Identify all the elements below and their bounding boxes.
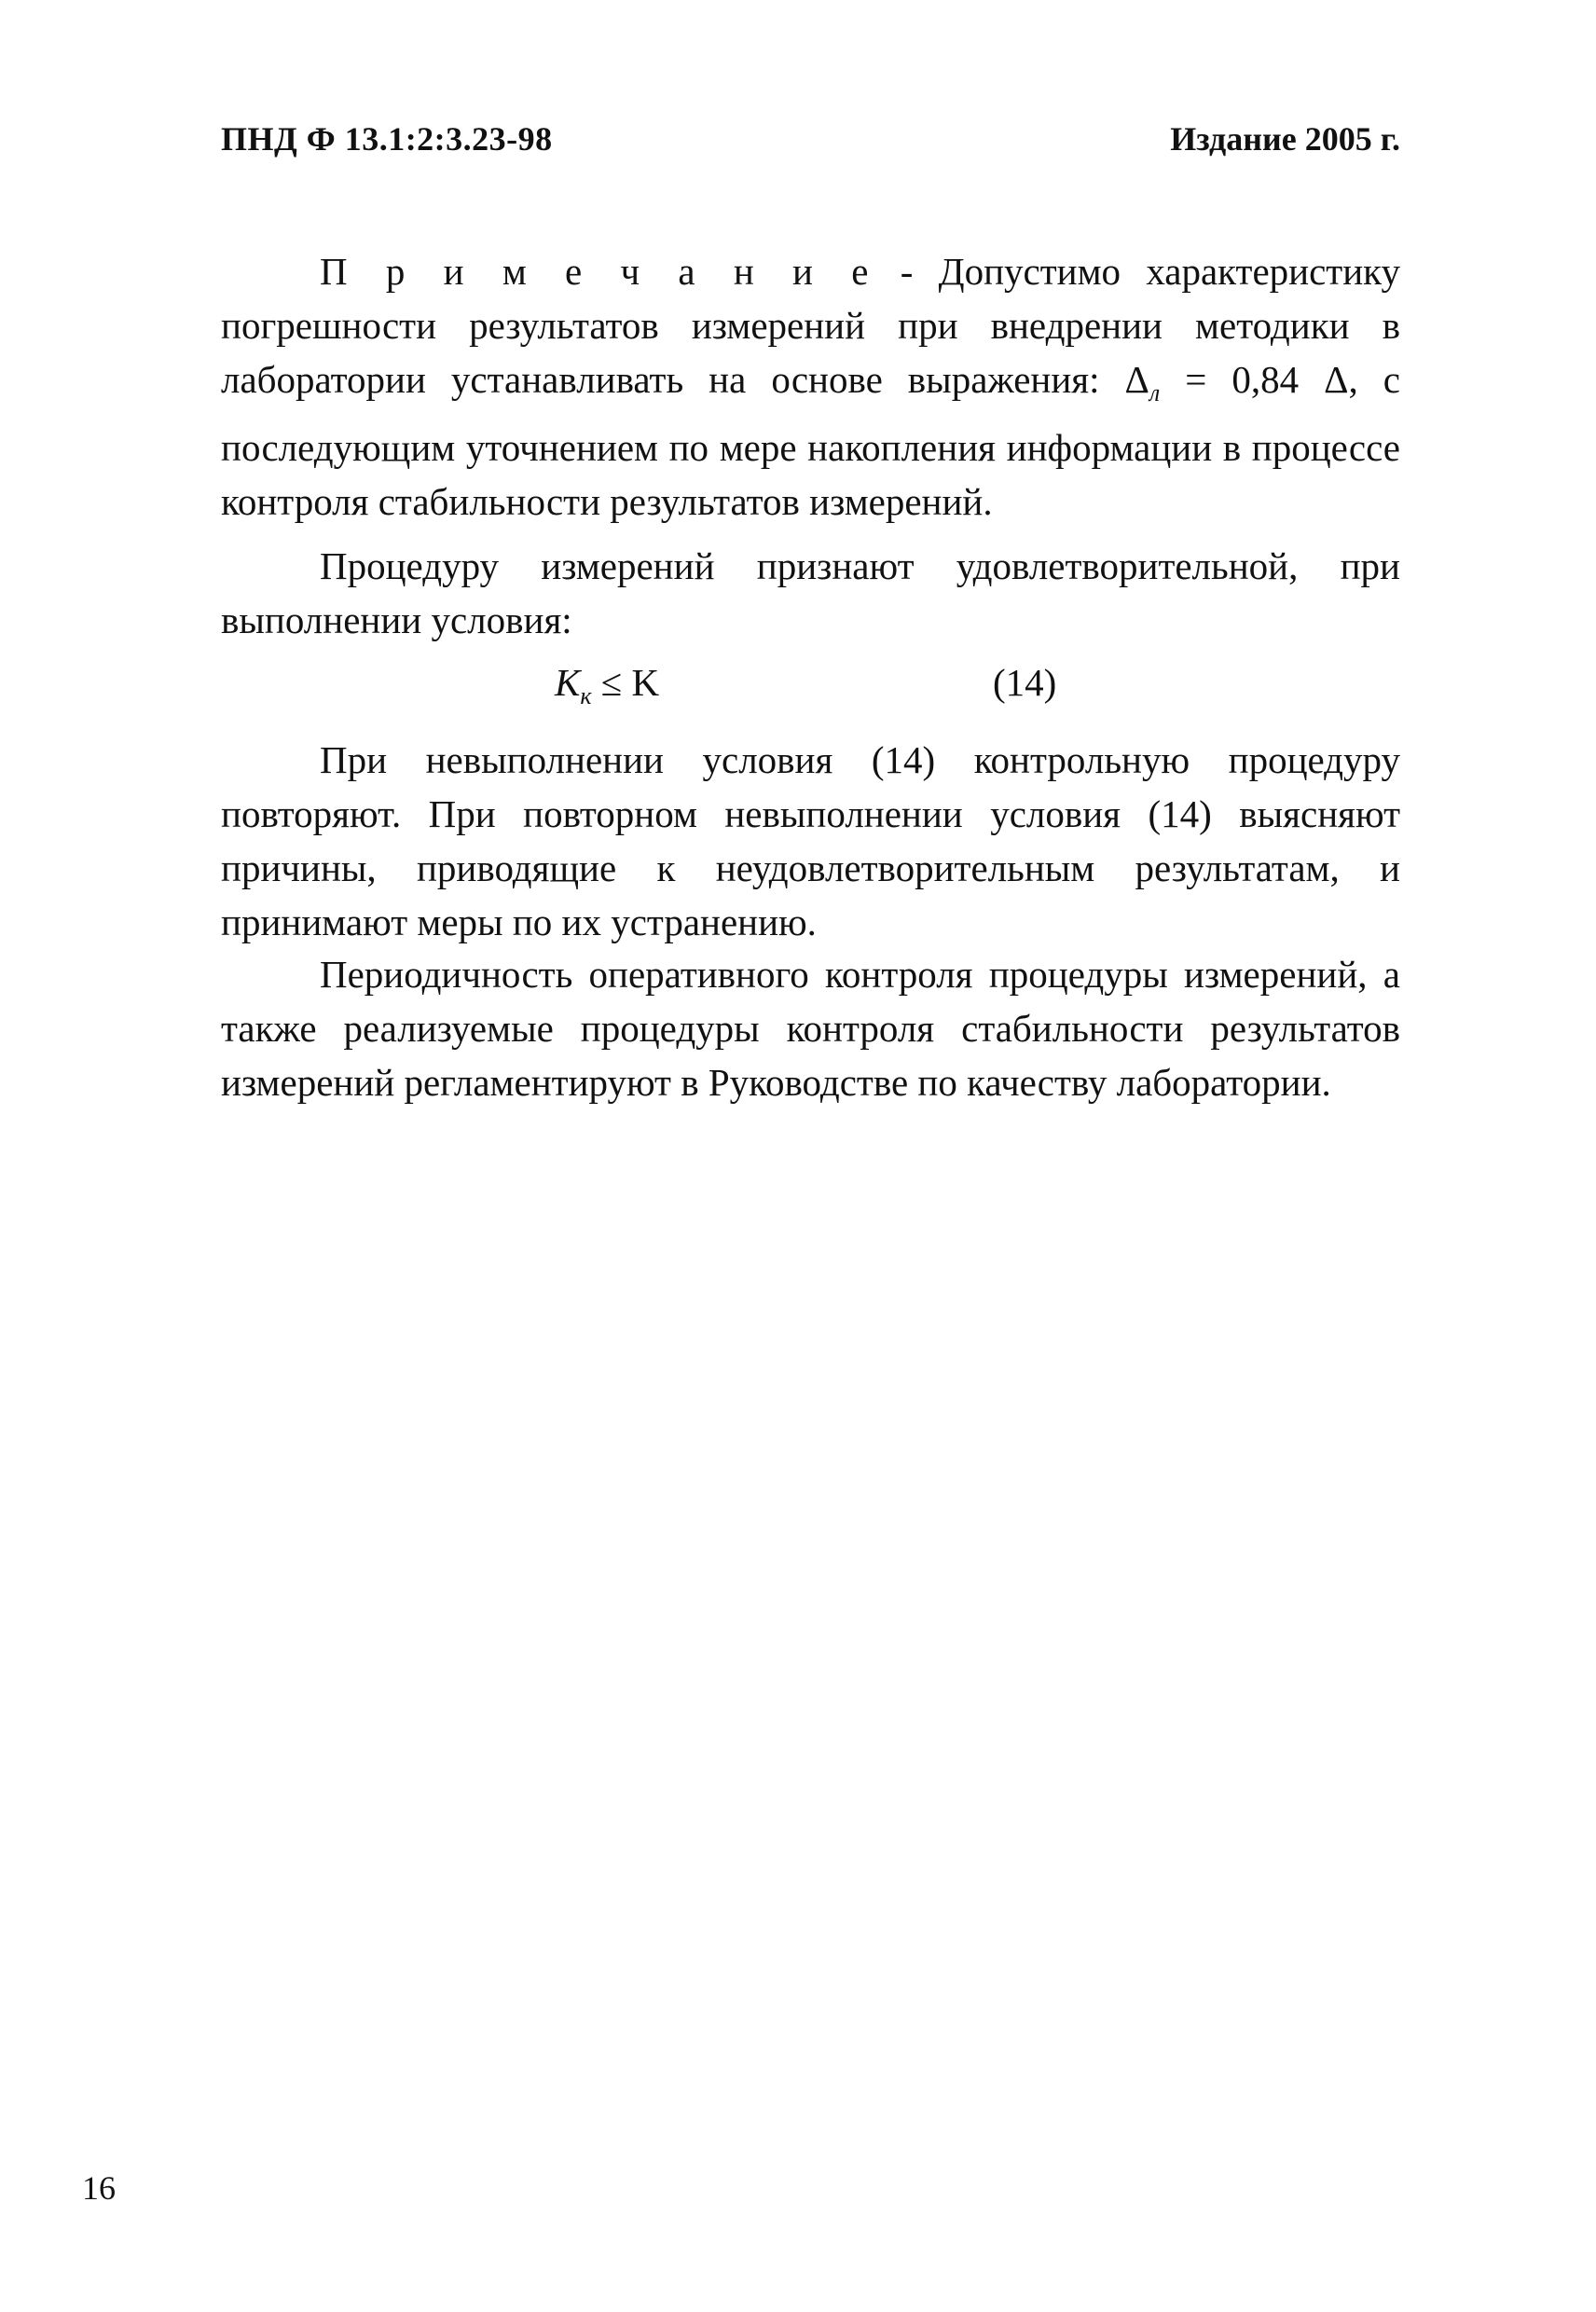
note-text-end: , с последующим уточнением по мере накопления информации в процессе контроля стабильности результатов измерений. xyxy=(221,358,1400,524)
note-formula-rest: = 0,84 Δ xyxy=(1160,358,1349,401)
failure-block xyxy=(221,733,1400,949)
edition-label: Издание 2005 г. xyxy=(1170,120,1400,158)
formula-14-operator: ≤ K xyxy=(591,661,660,704)
periodicity-paragraph: Периодичность оперативного контроля процедуры измерений, а также реализуемые процедуры контроля стабильности результатов измерений регламентируют в Руководстве по качеству лаборатории. xyxy=(221,953,1400,1104)
formula-14-row xyxy=(221,660,1400,716)
note-formula-symbol: Δ xyxy=(1124,358,1149,401)
document-code: ПНД Ф 13.1:2:3.23-98 xyxy=(221,120,553,158)
note-formula-subscript: л xyxy=(1149,379,1161,407)
note-dash: - xyxy=(874,250,939,293)
note-text-start: Допустимо характеристику погрешности результатов измерений при внедрении методики в лаборатории устанавливать на основе выражения: xyxy=(221,250,1400,401)
formula-14-lhs: K xyxy=(555,661,581,704)
condition-paragraph: Процедуру измерений признают удовлетворительной, при выполнении условия: xyxy=(221,544,1400,641)
page-number: 16 xyxy=(82,2169,116,2207)
note-block xyxy=(221,244,1400,529)
formula-14-lhs-subscript: к xyxy=(580,682,592,710)
failure-paragraph: При невыполнении условия (14) контрольную процедуру повторяют. При повторном невыполнении условия (14) выясняют причины, приводящие к неудовлетворительным результатам, и принимают меры по их устранению. xyxy=(221,738,1400,943)
note-paragraph xyxy=(221,244,1400,529)
formula-14-number: (14) xyxy=(993,661,1057,704)
condition-block xyxy=(221,539,1400,647)
periodicity-block xyxy=(221,947,1400,1109)
formula-14 xyxy=(555,660,659,710)
note-formula xyxy=(1124,358,1349,407)
note-label: П р и м е ч а н и е xyxy=(320,250,875,293)
